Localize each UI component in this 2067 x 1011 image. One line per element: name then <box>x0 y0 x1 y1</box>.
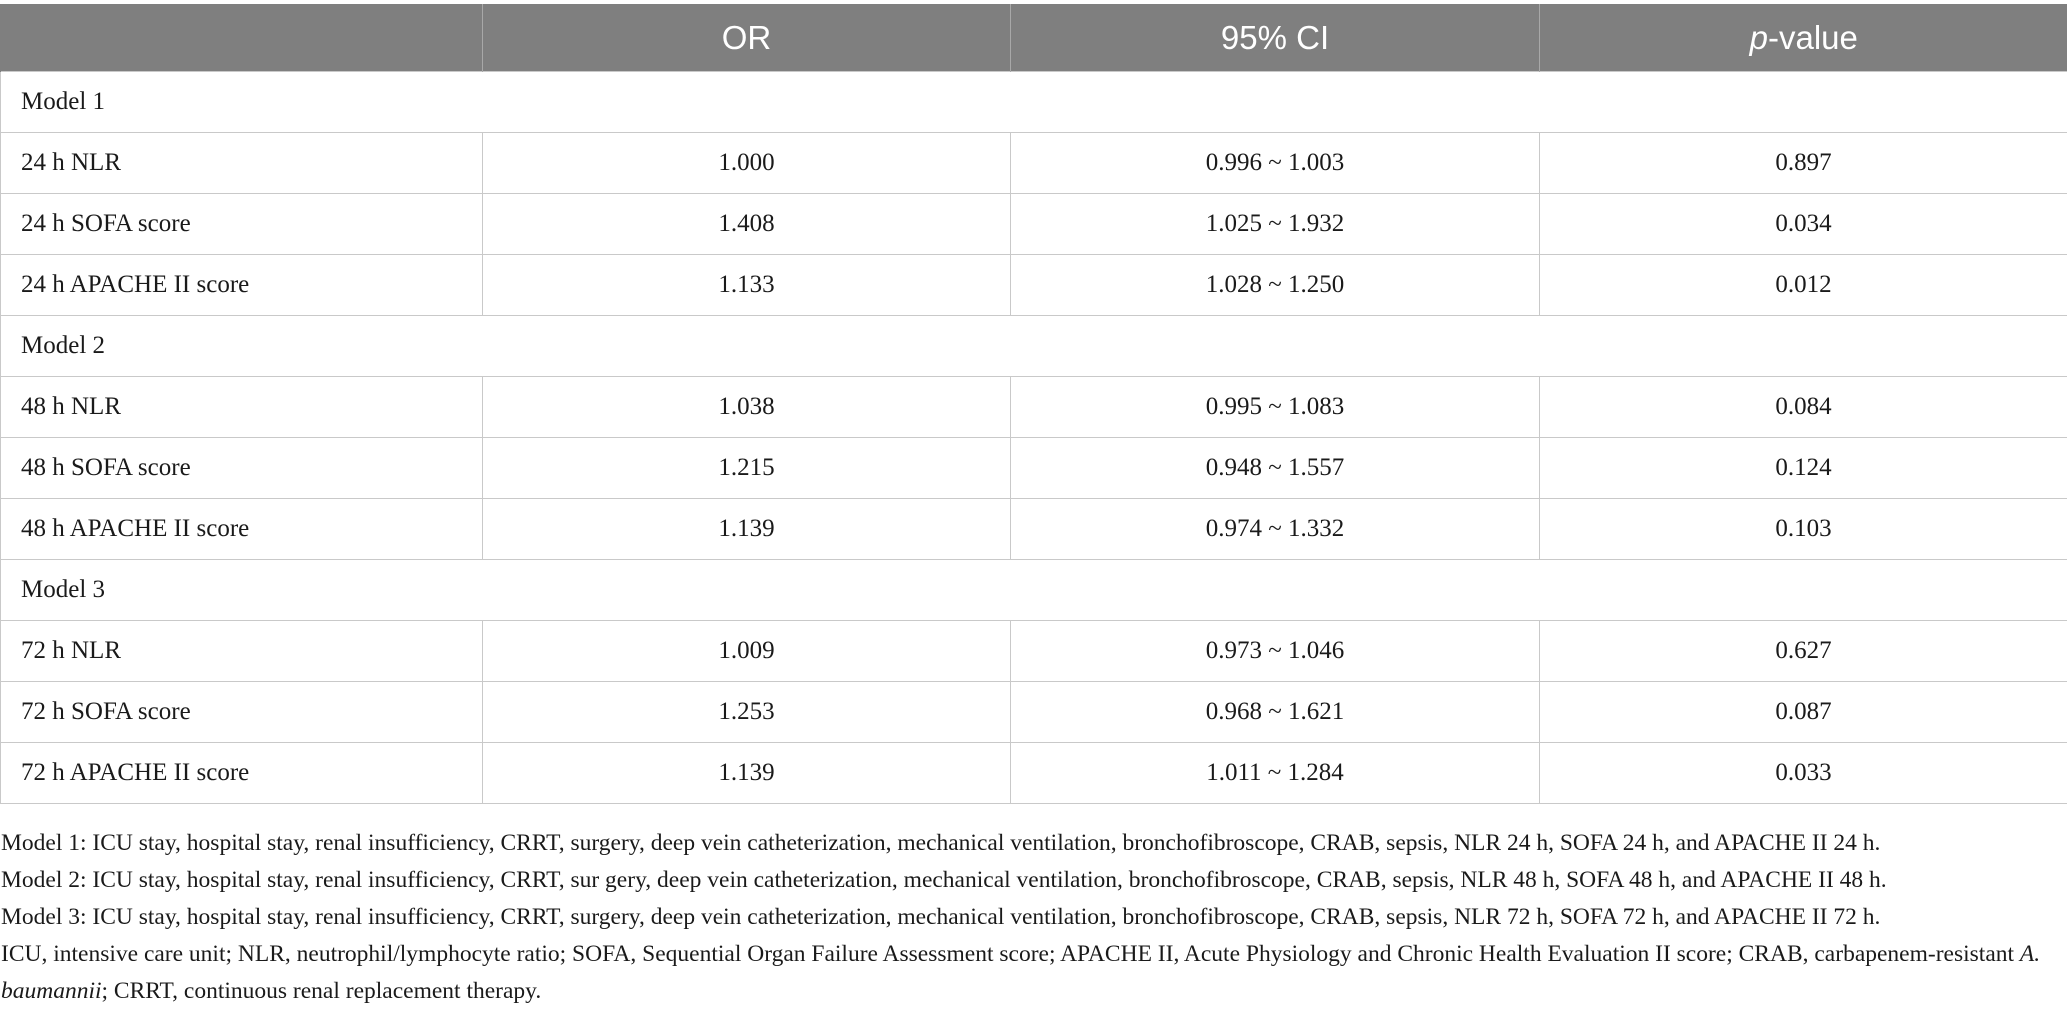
footnote-abbreviations <box>1 936 2061 1010</box>
p-cell: 0.627 <box>1540 621 2067 682</box>
header-p-rest: -value <box>1767 18 1858 56</box>
ci-cell: 0.948 ~ 1.557 <box>1011 438 1540 499</box>
ci-cell: 0.974 ~ 1.332 <box>1011 499 1540 560</box>
results-table <box>0 4 2067 804</box>
variable-cell: 48 h APACHE II score <box>1 499 483 560</box>
group-row-model-1 <box>1 72 2067 133</box>
ci-cell: 1.011 ~ 1.284 <box>1011 743 1540 804</box>
variable-cell: 72 h APACHE II score <box>1 743 483 804</box>
table-row <box>1 255 2067 316</box>
variable-cell: 24 h APACHE II score <box>1 255 483 316</box>
or-cell: 1.253 <box>483 682 1011 743</box>
variable-cell: 72 h SOFA score <box>1 682 483 743</box>
footnote-model-1: Model 1: ICU stay, hospital stay, renal insufficiency, CRRT, surgery, deep vein catheterization, mechanical ventilation, bronchofibroscope, CRAB, sepsis, NLR 24 h, SOFA 24 h, and APACHE II 24 h. <box>1 830 1881 856</box>
p-cell: 0.124 <box>1540 438 2067 499</box>
ci-cell: 0.995 ~ 1.083 <box>1011 377 1540 438</box>
header-ci: 95% CI <box>1011 4 1540 72</box>
header-row <box>1 4 2067 72</box>
p-cell: 0.084 <box>1540 377 2067 438</box>
header-variable <box>1 4 483 72</box>
or-cell: 1.139 <box>483 499 1011 560</box>
ci-cell: 1.025 ~ 1.932 <box>1011 194 1540 255</box>
table-row <box>1 499 2067 560</box>
ci-cell: 0.968 ~ 1.621 <box>1011 682 1540 743</box>
header-or: OR <box>483 4 1011 72</box>
group-row-model-2 <box>1 316 2067 377</box>
group-label: Model 1 <box>1 72 2067 133</box>
abbrev-text-1: ICU, intensive care unit; NLR, neutrophil/lymphocyte ratio; SOFA, Sequential Organ Failure Assessment score; APACHE II, Acute Physiology and Chronic Health Evaluation II score; CRAB, carbapenem-resistant <box>1 941 2020 967</box>
table-row <box>1 621 2067 682</box>
ci-cell: 1.028 ~ 1.250 <box>1011 255 1540 316</box>
p-cell: 0.103 <box>1540 499 2067 560</box>
p-cell: 0.012 <box>1540 255 2067 316</box>
header-p-italic: p <box>1749 18 1768 56</box>
or-cell: 1.215 <box>483 438 1011 499</box>
or-cell: 1.038 <box>483 377 1011 438</box>
variable-cell: 72 h NLR <box>1 621 483 682</box>
table-row <box>1 743 2067 804</box>
table-footnotes <box>1 825 2061 1010</box>
variable-cell: 48 h NLR <box>1 377 483 438</box>
abbrev-text-2: ; CRRT, continuous renal replacement therapy. <box>101 978 542 1004</box>
p-cell: 0.897 <box>1540 133 2067 194</box>
p-cell: 0.087 <box>1540 682 2067 743</box>
table-row <box>1 438 2067 499</box>
abbrev-species: A. baumannii <box>1 941 2041 1004</box>
p-cell: 0.033 <box>1540 743 2067 804</box>
footnote-model-2: Model 2: ICU stay, hospital stay, renal insufficiency, CRRT, sur gery, deep vein catheterization, mechanical ventilation, bronchofibroscope, CRAB, sepsis, NLR 48 h, SOFA 48 h, and APACHE II 48 h. <box>1 867 1887 893</box>
table-row <box>1 133 2067 194</box>
ci-cell: 0.973 ~ 1.046 <box>1011 621 1540 682</box>
table-row <box>1 377 2067 438</box>
variable-cell: 24 h NLR <box>1 133 483 194</box>
or-cell: 1.009 <box>483 621 1011 682</box>
table-row <box>1 194 2067 255</box>
variable-cell: 48 h SOFA score <box>1 438 483 499</box>
or-cell: 1.000 <box>483 133 1011 194</box>
header-p-value <box>1540 4 2067 72</box>
group-label: Model 2 <box>1 316 2067 377</box>
table-row <box>1 682 2067 743</box>
or-cell: 1.133 <box>483 255 1011 316</box>
footnote-model-3: Model 3: ICU stay, hospital stay, renal insufficiency, CRRT, surgery, deep vein catheterization, mechanical ventilation, bronchofibroscope, CRAB, sepsis, NLR 72 h, SOFA 72 h, and APACHE II 72 h. <box>1 904 1881 930</box>
group-row-model-3 <box>1 560 2067 621</box>
variable-cell: 24 h SOFA score <box>1 194 483 255</box>
ci-cell: 0.996 ~ 1.003 <box>1011 133 1540 194</box>
p-cell: 0.034 <box>1540 194 2067 255</box>
or-cell: 1.139 <box>483 743 1011 804</box>
or-cell: 1.408 <box>483 194 1011 255</box>
group-label: Model 3 <box>1 560 2067 621</box>
